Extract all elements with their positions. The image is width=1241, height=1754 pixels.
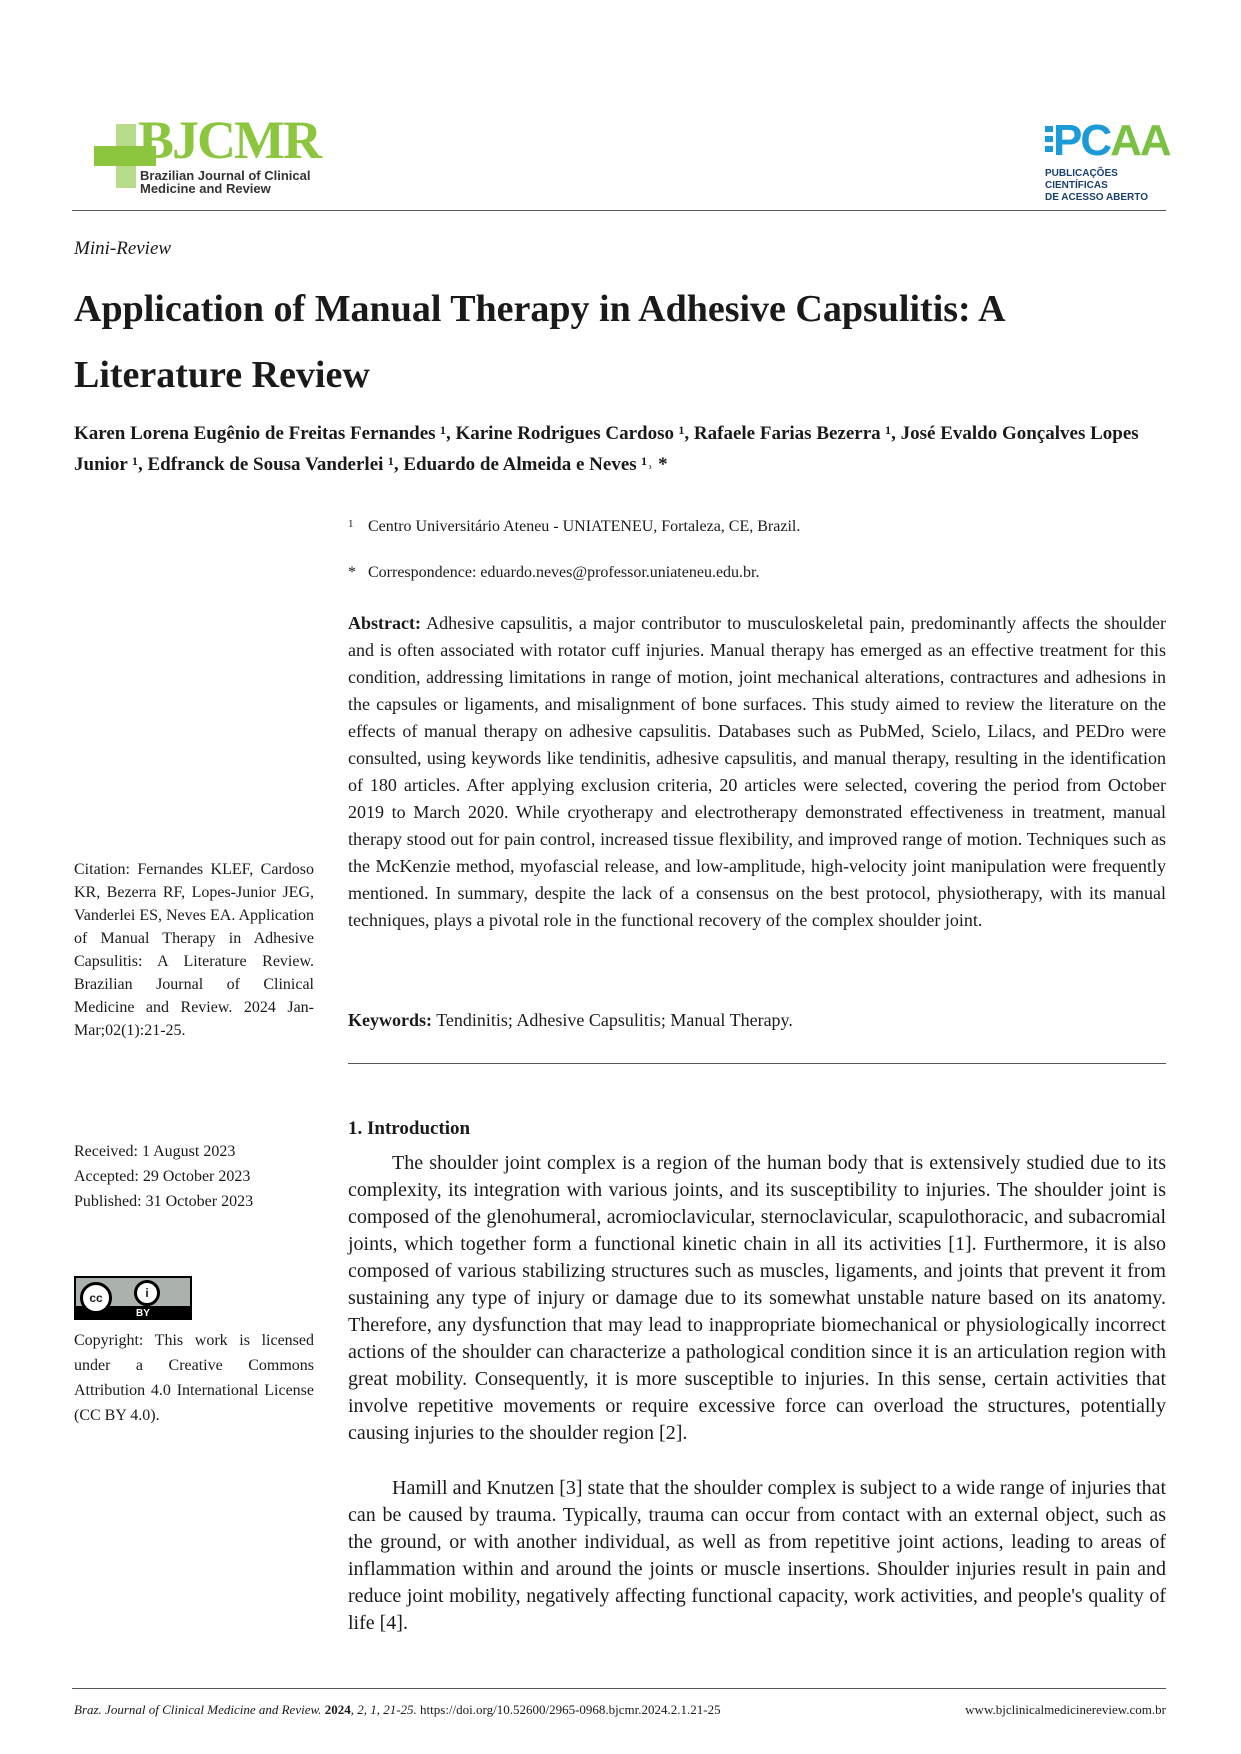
publisher-logo-word	[1053, 116, 1170, 166]
journal-logo-letters: BJCMR	[138, 110, 320, 170]
affiliation	[348, 518, 800, 536]
cc-icon: cc	[80, 1282, 112, 1314]
footer-year: 2024	[324, 1702, 351, 1717]
article-title: Application of Manual Therapy in Adhesive Capsulitis: A Literature Review	[74, 288, 1004, 396]
footer-divider	[72, 1688, 1166, 1689]
correspondence	[348, 564, 760, 582]
publisher-logo-subtitle	[1045, 168, 1165, 204]
abstract	[348, 610, 1166, 934]
section-heading: 1. Introduction	[348, 1118, 471, 1139]
publisher-logo-subtitle-line1: PUBLICAÇÕES CIENTÍFICAS	[1045, 168, 1118, 191]
journal-logo	[94, 110, 324, 200]
keywords	[348, 1010, 1166, 1031]
correspondence-email[interactable]: Correspondence: eduardo.neves@professor.uniateneu.edu.br.	[368, 564, 760, 581]
attribution-icon: i	[134, 1280, 160, 1306]
journal-logo-subtitle	[140, 169, 310, 195]
citation: Citation: Fernandes KLEF, Cardoso KR, Bezerra RF, Lopes-Junior JEG, Vanderlei ES, Neves EA. Application of Manual Therapy in Adhesive Capsulitis: A Literature Review. Brazilian Journal of Clinical Medicine and Review. 2024 Jan-Mar;02(1):21-25.	[74, 861, 314, 1039]
correspondence-marker: *	[348, 564, 356, 581]
by-label: BY	[136, 1308, 150, 1319]
publisher-logo	[1045, 116, 1170, 203]
footer-doi-link[interactable]: https://doi.org/10.52600/2965-0968.bjcmr.2024.2.1.21-25	[420, 1702, 721, 1717]
affiliation-marker: 1	[348, 518, 354, 530]
footer-volume-pages: 2, 1, 21-25.	[357, 1702, 417, 1717]
publisher-logo-word-blue: PC	[1053, 116, 1111, 165]
copyright-notice: Copyright: This work is licensed under a Creative Commons Attribution 4.0 International License (CC BY 4.0).	[74, 1332, 314, 1424]
journal-logo-subtitle-line2: Medicine and Review	[140, 181, 271, 196]
author-list: Karen Lorena Eugênio de Freitas Fernandes ¹, Karine Rodrigues Cardoso ¹, Rafaele Farias Bezerra ¹, José Evaldo Gonçalves Lopes Junior ¹, Edfranck de Sousa Vanderlei ¹, Eduardo de Almeida e Neves ¹˒ *	[74, 423, 1139, 475]
keywords-text: Tendinitis; Adhesive Capsulitis; Manual Therapy.	[436, 1010, 793, 1030]
footer-website-link[interactable]: www.bjclinicalmedicinereview.com.br	[965, 1702, 1166, 1717]
abstract-text: Adhesive capsulitis, a major contributor to musculoskeletal pain, predominantly affects the shoulder and is often associated with rotator cuff injuries. Manual therapy has emerged as an effective treatment for this condition, addressing limitations in range of motion, joint mechanical alterations, contractures and adhesions in the capsules or ligaments, and misalignment of bone surfaces. This study aimed to review the literature on the effects of manual therapy on adhesive capsulitis. Databases such as PubMed, Scielo, Lilacs, and PEDro were consulted, using keywords like tendinitis, adhesive capsulitis, and manual therapy, resulting in the identification of 180 articles. After applying exclusion criteria, 20 articles were selected, covering the period from October 2019 to March 2020. While cryotherapy and electrotherapy demonstrated effectiveness in treatment, manual therapy stood out for pain control, increased tissue flexibility, and improved range of motion. Techniques such as the McKenzie method, myofascial release, and low-amplitude, high-velocity joint manipulation were frequently mentioned. In summary, despite the lack of a consensus on the best protocol, physiotherapy, with its manual techniques, plays a pivotal role in the functional recovery of the complex shoulder joint.	[348, 613, 1166, 930]
abstract-divider	[348, 1063, 1166, 1064]
body-paragraph: The shoulder joint complex is a region of the human body that is extensively studied due to its complexity, its integration with various joints, and its susceptibility to injuries. The shoulder joint is composed of the glenohumeral, acromioclavicular, sternoclavicular, scapulothoracic, and subacromial joints, which together form a functional kinetic chain in all its activities [1]. Furthermore, it is also composed of various stabilizing structures such as muscles, ligaments, and joints that prevent it from sustaining any type of injury or damage due to its somewhat unstable nature based on its anatomy. Therefore, any dysfunction that may lead to inappropriate biomechanical or physiologically incorrect actions of the shoulder can characterize a pathological condition since it is an articulation region with great mobility. Consequently, it is more susceptible to injuries. In this sense, certain activities that involve repetitive movements or require excessive force can overload the structures, potentially causing injuries to the shoulder region [2].	[348, 1152, 1166, 1444]
publisher-logo-word-green: AA	[1110, 116, 1170, 165]
publisher-logo-subtitle-line2: DE ACESSO ABERTO	[1045, 192, 1148, 203]
body-paragraph: Hamill and Knutzen [3] state that the shoulder complex is subject to a wide range of injuries that can be caused by trauma. Typically, trauma can occur from contact with an external object, such as the ground, or with another individual, as well as from repetitive joint actions, leading to areas of inflammation within and around the joints or muscle insertions. Shoulder injuries result in pain and reduce joint mobility, negatively affecting functional capacity, work activities, and people's quality of life [4].	[348, 1477, 1166, 1634]
cc-by-license-badge[interactable]	[74, 1276, 192, 1320]
journal-logo-subtitle-line1: Brazilian Journal of Clinical	[140, 168, 311, 183]
abstract-label: Abstract:	[348, 613, 421, 633]
footer-citation: Braz. Journal of Clinical Medicine and Review. 2024, 2, 1, 21-25. https://doi.org/10.52600/2965-0968.bjcmr.2024.2.1.21-25	[74, 1702, 721, 1717]
published-date: Published: 31 October 2023	[74, 1193, 254, 1210]
received-date: Received: 1 August 2023	[74, 1143, 236, 1160]
affiliation-text: Centro Universitário Ateneu - UNIATENEU, Fortaleza, CE, Brazil.	[368, 518, 801, 535]
keywords-label: Keywords:	[348, 1010, 432, 1030]
accepted-date: Accepted: 29 October 2023	[74, 1168, 251, 1185]
footer-journal: Braz. Journal of Clinical Medicine and Review.	[74, 1702, 322, 1717]
article-type: Mini-Review	[74, 238, 172, 259]
publisher-logo-dots	[1045, 126, 1053, 156]
header-divider	[72, 210, 1166, 211]
